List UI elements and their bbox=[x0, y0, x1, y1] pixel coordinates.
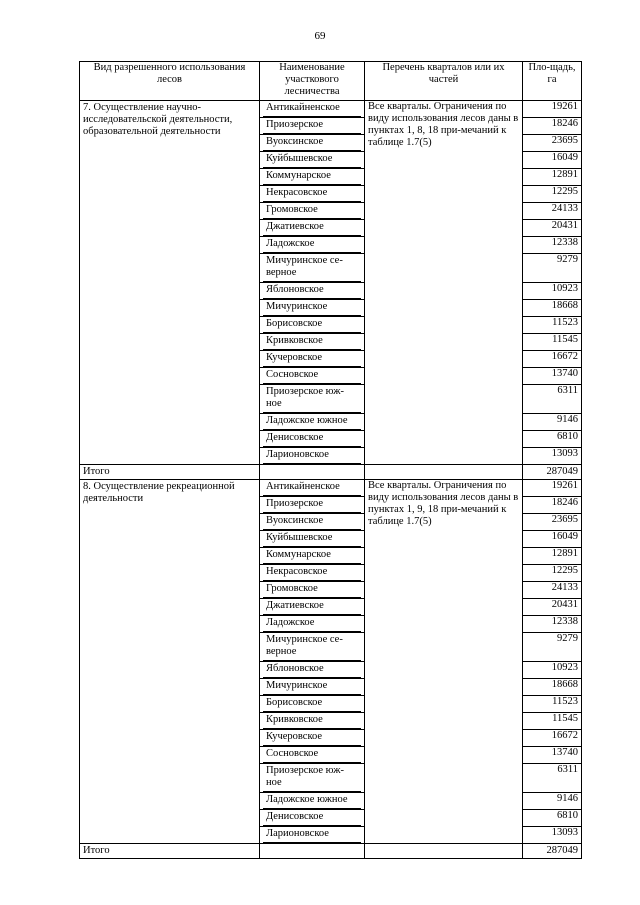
area-value: 13740 bbox=[523, 368, 582, 385]
total-label: Итого bbox=[80, 844, 260, 859]
district-name: Приозерское bbox=[263, 497, 361, 513]
district-name: Некрасовское bbox=[263, 565, 361, 581]
district-name: Кучеровское bbox=[263, 730, 361, 746]
area-value: 12338 bbox=[523, 616, 582, 633]
district-name: Кривковское bbox=[263, 334, 361, 350]
district-cell bbox=[260, 186, 365, 203]
area-value: 9146 bbox=[523, 414, 582, 431]
district-name: Ладожское южное bbox=[263, 414, 361, 430]
district-cell bbox=[260, 431, 365, 448]
header-quarters: Перечень кварталов или их частей bbox=[365, 62, 523, 101]
area-value: 10923 bbox=[523, 662, 582, 679]
district-name: Денисовское bbox=[263, 431, 361, 447]
district-name: Мичуринское се-верное bbox=[263, 633, 361, 661]
district-name: Громовское bbox=[263, 203, 361, 219]
area-value: 16672 bbox=[523, 730, 582, 747]
district-cell bbox=[260, 300, 365, 317]
header-use-type: Вид разрешенного использования лесов bbox=[80, 62, 260, 101]
district-name: Коммунарское bbox=[263, 548, 361, 564]
district-cell bbox=[260, 827, 365, 844]
district-name: Яблоновское bbox=[263, 283, 361, 299]
district-cell bbox=[260, 793, 365, 810]
page-number: 69 bbox=[314, 30, 326, 42]
district-cell bbox=[260, 713, 365, 730]
district-cell bbox=[260, 810, 365, 827]
district-name: Куйбышевское bbox=[263, 531, 361, 547]
district-name: Джатиевское bbox=[263, 599, 361, 615]
district-name: Кучеровское bbox=[263, 351, 361, 367]
district-name: Мичуринское се-верное bbox=[263, 254, 361, 282]
area-value: 12338 bbox=[523, 237, 582, 254]
district-name: Ладожское bbox=[263, 237, 361, 253]
area-value: 13740 bbox=[523, 747, 582, 764]
district-name: Приозерское юж-ное bbox=[263, 385, 361, 413]
area-value: 11545 bbox=[523, 334, 582, 351]
district-name: Антикайненское bbox=[263, 101, 361, 117]
area-value: 16049 bbox=[523, 531, 582, 548]
district-name: Некрасовское bbox=[263, 186, 361, 202]
table-row bbox=[80, 101, 582, 118]
district-cell bbox=[260, 334, 365, 351]
area-value: 10923 bbox=[523, 283, 582, 300]
total-label: Итого bbox=[80, 465, 260, 480]
area-value: 13093 bbox=[523, 448, 582, 465]
area-value: 12891 bbox=[523, 548, 582, 565]
district-name: Ладожское bbox=[263, 616, 361, 632]
area-value: 12295 bbox=[523, 565, 582, 582]
district-cell bbox=[260, 385, 365, 414]
empty-cell bbox=[365, 465, 523, 480]
area-value: 19261 bbox=[523, 480, 582, 497]
area-value: 20431 bbox=[523, 220, 582, 237]
district-name: Куйбышевское bbox=[263, 152, 361, 168]
total-row bbox=[80, 844, 582, 859]
district-name: Сосновское bbox=[263, 368, 361, 384]
district-cell bbox=[260, 764, 365, 793]
area-value: 12891 bbox=[523, 169, 582, 186]
district-cell bbox=[260, 448, 365, 465]
area-value: 16049 bbox=[523, 152, 582, 169]
district-name: Коммунарское bbox=[263, 169, 361, 185]
area-value: 18668 bbox=[523, 679, 582, 696]
district-name: Громовское bbox=[263, 582, 361, 598]
district-name: Вуоксинское bbox=[263, 135, 361, 151]
table-row bbox=[80, 480, 582, 497]
district-name: Ларионовское bbox=[263, 448, 361, 464]
quarters-note: Все кварталы. Ограничения по виду использования лесов даны в пунктах 1, 9, 18 при-мечаний к таблице 1.7(5) bbox=[365, 480, 523, 844]
area-value: 13093 bbox=[523, 827, 582, 844]
district-name: Ладожское южное bbox=[263, 793, 361, 809]
district-name: Кривковское bbox=[263, 713, 361, 729]
district-cell bbox=[260, 633, 365, 662]
empty-cell bbox=[260, 844, 365, 859]
area-value: 23695 bbox=[523, 135, 582, 152]
area-value: 18246 bbox=[523, 118, 582, 135]
area-value: 24133 bbox=[523, 582, 582, 599]
district-cell bbox=[260, 351, 365, 368]
district-name: Мичуринское bbox=[263, 679, 361, 695]
district-cell bbox=[260, 368, 365, 385]
area-value: 6810 bbox=[523, 810, 582, 827]
district-cell bbox=[260, 118, 365, 135]
area-value: 24133 bbox=[523, 203, 582, 220]
district-name: Борисовское bbox=[263, 317, 361, 333]
district-name: Приозерское bbox=[263, 118, 361, 134]
table-body bbox=[80, 101, 582, 859]
district-cell bbox=[260, 101, 365, 118]
area-value: 6810 bbox=[523, 431, 582, 448]
area-value: 23695 bbox=[523, 514, 582, 531]
district-name: Борисовское bbox=[263, 696, 361, 712]
district-name: Приозерское юж-ное bbox=[263, 764, 361, 792]
district-cell bbox=[260, 237, 365, 254]
district-cell bbox=[260, 662, 365, 679]
area-value: 16672 bbox=[523, 351, 582, 368]
area-value: 18668 bbox=[523, 300, 582, 317]
district-cell bbox=[260, 548, 365, 565]
district-cell bbox=[260, 283, 365, 300]
total-row bbox=[80, 465, 582, 480]
district-name: Мичуринское bbox=[263, 300, 361, 316]
district-name: Ларионовское bbox=[263, 827, 361, 843]
area-value: 9279 bbox=[523, 254, 582, 283]
district-name: Вуоксинское bbox=[263, 514, 361, 530]
total-value: 287049 bbox=[523, 465, 582, 480]
district-cell bbox=[260, 747, 365, 764]
area-value: 9146 bbox=[523, 793, 582, 810]
forest-use-table bbox=[79, 61, 582, 859]
district-cell bbox=[260, 497, 365, 514]
area-value: 6311 bbox=[523, 764, 582, 793]
area-value: 6311 bbox=[523, 385, 582, 414]
quarters-note: Все кварталы. Ограничения по виду использования лесов даны в пунктах 1, 8, 18 при-мечаний к таблице 1.7(5) bbox=[365, 101, 523, 465]
header-area: Пло-щадь, га bbox=[523, 62, 582, 101]
district-cell bbox=[260, 599, 365, 616]
district-cell bbox=[260, 582, 365, 599]
district-cell bbox=[260, 679, 365, 696]
district-name: Джатиевское bbox=[263, 220, 361, 236]
area-value: 11523 bbox=[523, 696, 582, 713]
district-cell bbox=[260, 169, 365, 186]
empty-cell bbox=[365, 844, 523, 859]
section-title: 8. Осуществление рекреационной деятельности bbox=[80, 480, 260, 844]
area-value: 12295 bbox=[523, 186, 582, 203]
district-cell bbox=[260, 696, 365, 713]
area-value: 11545 bbox=[523, 713, 582, 730]
area-value: 9279 bbox=[523, 633, 582, 662]
district-cell bbox=[260, 317, 365, 334]
district-cell bbox=[260, 730, 365, 747]
district-cell bbox=[260, 414, 365, 431]
district-cell bbox=[260, 480, 365, 497]
district-name: Денисовское bbox=[263, 810, 361, 826]
area-value: 19261 bbox=[523, 101, 582, 118]
district-cell bbox=[260, 514, 365, 531]
total-value: 287049 bbox=[523, 844, 582, 859]
district-cell bbox=[260, 254, 365, 283]
area-value: 18246 bbox=[523, 497, 582, 514]
empty-cell bbox=[260, 465, 365, 480]
district-cell bbox=[260, 135, 365, 152]
district-cell bbox=[260, 531, 365, 548]
district-cell bbox=[260, 565, 365, 582]
district-cell bbox=[260, 203, 365, 220]
area-value: 11523 bbox=[523, 317, 582, 334]
district-cell bbox=[260, 616, 365, 633]
district-name: Яблоновское bbox=[263, 662, 361, 678]
district-cell bbox=[260, 152, 365, 169]
header-district: Наименование участкового лесничества bbox=[260, 62, 365, 101]
district-cell bbox=[260, 220, 365, 237]
section-title: 7. Осуществление научно-исследовательской деятельности, образовательной деятельности bbox=[80, 101, 260, 465]
district-name: Антикайненское bbox=[263, 480, 361, 496]
area-value: 20431 bbox=[523, 599, 582, 616]
table-header bbox=[80, 62, 582, 101]
district-name: Сосновское bbox=[263, 747, 361, 763]
